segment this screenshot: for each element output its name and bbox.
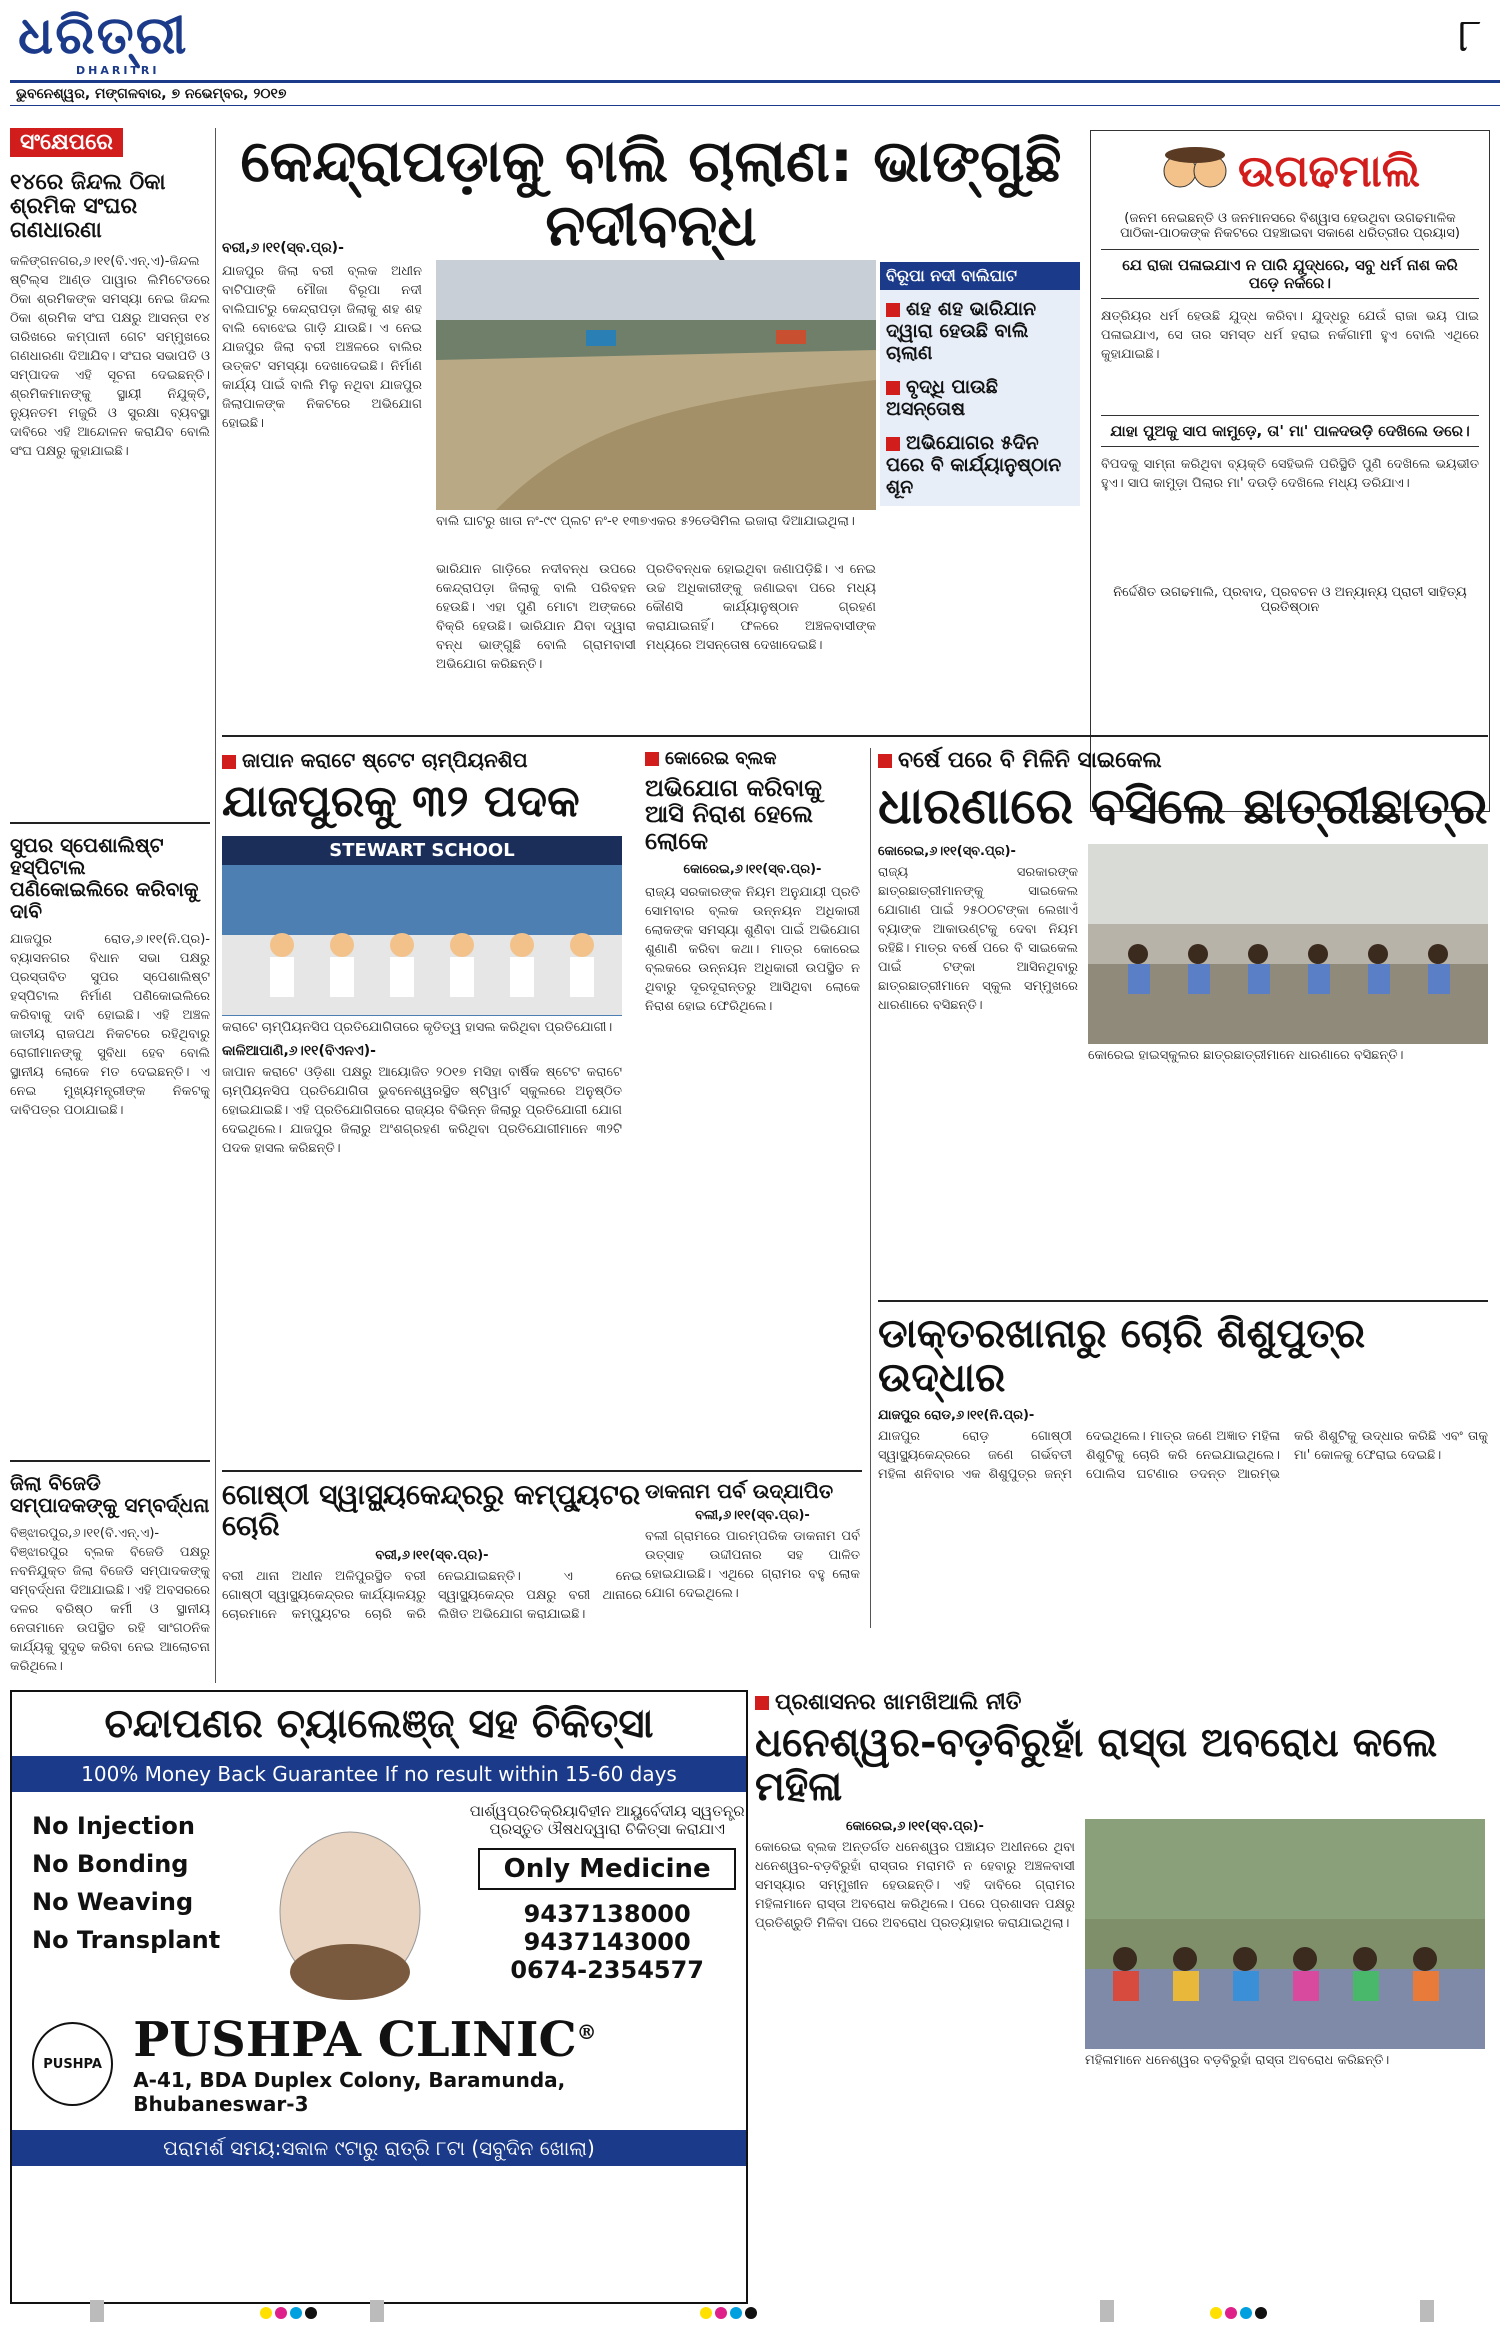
korei-body: ରାଜ୍ୟ ସରକାରଙ୍କ ନିୟମ ଅନୁଯାୟୀ ପ୍ରତି ସୋମବାର ବ୍ଲକ ଉନ୍ନୟନ ଅଧିକାରୀ ଲୋକଙ୍କ ସମସ୍ୟା ଶୁଣିବା ପାଇଁ ଅଭିଯୋଗ ଶୁଣାଣି କରିବା କଥା। ମାତ୍ର କୋରେଇ ବ୍ଲକରେ ଉନ୍ନୟନ ଅଧିକାରୀ ଉପସ୍ଥିତ ନ ଥିବାରୁ ଦୂରଦୂରାନ୍ତରୁ ଆସିଥିବା ଲୋକେ ନିରାଶ ହୋଇ ଫେରିଥିଲେ। — [645, 885, 860, 1015]
column-box-intro: (ଜନମ ନେଇଛନ୍ତି ଓ ଜନମାନସରେ ବିଶ୍ୱାସ ହେଉଥିବା ଉଗଢମାଳିକ ପାଠିକା-ପାଠକଙ୍କ ନିକଟରେ ପହଞ୍ଚାଇବା ସକାଶେ ଧରିତ୍ରୀର ପ୍ରୟାସ) — [1120, 211, 1460, 241]
lead-sidebar-point: ଶହ ଶହ ଭାରିଯାନ ଦ୍ୱାରା ହେଉଛି ବାଲି ଚାଲାଣ — [886, 298, 1037, 364]
road-photo-caption: ମହିଳାମାନେ ଧନେଶ୍ୱର ବଡ଼ବିରୁହାଁ ରାସ୍ତା ଅବରୋଧ କରିଛନ୍ତି। — [1085, 2053, 1390, 2068]
karate-photo-caption: କରାଟେ ଚାମ୍ପିୟନସିପ ପ୍ରତିଯୋଗିତାରେ କୃତିତ୍ୱ ହାସଲ କରିଥିବା ପ୍ରତିଯୋଗୀ। — [222, 1020, 613, 1036]
korei-kicker: କୋରେଇ ବ୍ଲକ — [665, 748, 777, 769]
road-body: କୋରେଇ ବ୍ଲକ ଅନ୍ତର୍ଗତ ଧନେଶ୍ୱର ପଞ୍ଚାୟତ ଅଧୀନରେ ଥିବା ଧନେଶ୍ୱର-ବଡ଼ବିରୁହାଁ ରାସ୍ତାର ମରାମତି ନ ହେବାରୁ ଅଞ୍ଚଳବାସୀ ସମସ୍ୟାର ସମ୍ମୁଖୀନ ହେଉଛନ୍ତି। ଏହି ଦାବିରେ ଗ୍ରାମର ମହିଳାମାନେ ରାସ୍ତା ଅବରୋଧ କରିଥିଲେ। ପରେ ପ୍ରଶାସନ ପକ୍ଷରୁ ପ୍ରତିଶ୍ରୁତି ମିଳିବା ପରେ ଅବରୋଧ ପ୍ରତ୍ୟାହାର କରାଯାଇଥିଲା। — [755, 1840, 1075, 1931]
ad-list-item: No Injection — [32, 1812, 195, 1840]
lead-headline: କେନ୍ଦ୍ରାପଡ଼ାକୁ ବାଲି ଚାଲାଣ: ଭାଙ୍ଗୁଛି ନଦୀବନ୍ଧ — [240, 127, 1062, 259]
divider — [10, 1460, 210, 1462]
road-kicker: ପ୍ରଶାସନର ଖାମଖିଆଲି ନୀତି — [775, 1690, 1022, 1715]
lead-photo-caption: ବାଲି ଘାଟରୁ ଖାତା ନଂ-୯୯ ପ୍ଲଟ ନଂ-୧ ୧୩୭ଏକର ୫୨ଡେସିମିଲ ଇଜାରା ଦିଆଯାଇଥିଲା। — [436, 514, 855, 529]
karate-photo — [222, 836, 622, 1016]
cmyk-marks — [1210, 2304, 1270, 2323]
dakanam-headline: ଡାକନାମ ପର୍ବ ଉଦ୍‌ଯାପିତ — [645, 1479, 834, 1503]
road-story — [755, 1690, 1488, 2218]
page-number: ୮ — [1457, 8, 1482, 62]
column-rule — [870, 748, 871, 1628]
column-box — [1090, 130, 1490, 812]
karate-body: ଜାପାନ କରାଟେ ଓଡ଼ିଶା ପକ୍ଷରୁ ଆୟୋଜିତ ୨୦୧୭ ମସିହା ବାର୍ଷିକ ଷ୍ଟେଟ କରାଟେ ଚାମ୍ପିୟନସିପ ପ୍ରତିଯୋଗିତା ଭୁବନେଶ୍ୱରସ୍ଥିତ ଷ୍ଟିୱାର୍ଟ ସ୍କୁଲରେ ଅନୁଷ୍ଠିତ ହୋଇଯାଇଛି। ଏହି ପ୍ରତିଯୋଗିତାରେ ରାଜ୍ୟର ବିଭିନ୍ନ ଜିଲାରୁ ପ୍ରତିଯୋଗୀ ଯୋଗ ଦେଇଥିଲେ। ଯାଜପୁର ଜିଲାରୁ ଅଂଶଗ୍ରହଣ କରିଥିବା ପ୍ରତିଯୋଗୀମାନେ ୩୨ଟି ପଦକ ହାସଲ କରିଛନ୍ତି। — [222, 1065, 622, 1157]
logo-text: ଧରିତ୍ରୀ — [18, 5, 189, 66]
column-box-credit: ନିର୍ଦ୍ଦେଶିତ ଉଗଢମାଲି, ପ୍ରବାଦ, ପ୍ରବଚନ ଓ ଅନ୍ୟାନ୍ୟ ପ୍ରାଚୀ ସାହିତ୍ୟ ପ୍ରତିଷ୍ଠାନ — [1113, 585, 1467, 615]
cycle-photo — [1088, 844, 1488, 1044]
pushpa-clinic-ad — [10, 1690, 748, 2304]
brief-item2-headline: ସୁପର ସ୍ପେଶାଲିଷ୍ଟ ହସ୍ପିଟାଲ ପଣିକୋଇଲିରେ କରିବାକୁ ଦାବି — [10, 832, 199, 923]
clinic-address: A-41, BDA Duplex Colony, Baramunda, Bhubaneswar-3 — [133, 2068, 566, 2116]
cycle-body: ରାଜ୍ୟ ସରକାରଙ୍କ ଛାତ୍ରଛାତ୍ରୀମାନଙ୍କୁ ସାଇକେଲ ଯୋଗାଣ ପାଇଁ ୨୫୦୦ଟଙ୍କା ଲେଖାଏଁ ବ୍ୟାଙ୍କ ଆକାଉଣ୍ଟକୁ ଦେବା ନିୟମ ରହିଛି। ମାତ୍ର ବର୍ଷେ ପରେ ବି ସାଇକେଲ ପାଇଁ ଟଙ୍କା ଆସିନଥିବାରୁ ଛାତ୍ରଛାତ୍ରୀମାନେ ସ୍କୁଲ ସମ୍ମୁଖରେ ଧାରଣାରେ ବସିଛନ୍ତି। — [878, 865, 1078, 1013]
bullet-square-icon — [222, 755, 236, 769]
dakanam-story — [645, 1480, 860, 1637]
hospital-body: ଯାଜପୁର ରୋଡ଼ ଗୋଷ୍ଠୀ ସ୍ୱାସ୍ଥ୍ୟକେନ୍ଦ୍ରରେ ଜଣେ ଗର୍ଭବତୀ ମହିଳା ଶନିବାର ଏକ ଶିଶୁପୁତ୍ର ଜନ୍ମ ଦେଇଥିଲେ। ମାତ୍ର ଜଣେ ଅଜ୍ଞାତ ମହିଳା ଶିଶୁଟିକୁ ଚୋରି କରି ନେଇଯାଇଥିଲେ। ପୋଲିସ ଘଟଣାର ତଦନ୍ତ ଆରମ୍ଭ କରି ଶିଶୁଟିକୁ ଉଦ୍ଧାର କରିଛି ଏବଂ ତାକୁ ମା' କୋଳକୁ ଫେରାଇ ଦେଇଛି। — [878, 1429, 1488, 1482]
dateline-bar — [10, 80, 1500, 106]
section-divider — [222, 1470, 862, 1472]
karate-story — [222, 748, 622, 1403]
clinic-timing: ପରାମର୍ଶ ସମୟ:ସକାଳ ୯ଟାରୁ ରାତ୍ରି ୮ଟା (ସବୁଦିନ ଖୋଲା) — [12, 2130, 746, 2166]
brief-item3-body: ବିଞ୍ଝାରପୁର,୬।୧୧(ବି.ଏନ୍.ଏ)-ବିଞ୍ଝାରପୁର ବ୍ଲକ ବିଜେଡି ପକ୍ଷରୁ ନବନିଯୁକ୍ତ ଜିଲା ବିଜେଡି ସମ୍ପାଦକଙ୍କୁ ସମ୍ବର୍ଦ୍ଧନା ଦିଆଯାଇଛି। ଏହି ଅବସରରେ ଦଳର ବରିଷ୍ଠ କର୍ମୀ ଓ ସ୍ଥାନୀୟ ନେତାମାନେ ଉପସ୍ଥିତ ରହି ସାଂଗଠନିକ କାର୍ଯ୍ୟକୁ ସୁଦୃଢ କରିବା ନେଇ ଆଲୋଚନା କରିଥିଲେ। — [10, 1525, 210, 1674]
bullet-square-icon — [886, 303, 900, 317]
lead-right-col — [646, 560, 876, 720]
brief-item1-headline: ୧୪ରେ ଜିନ୍ଦଲ ଠିକା ଶ୍ରମିକ ସଂଘର ଗଣଧାରଣା — [10, 170, 166, 244]
brief-column — [10, 128, 210, 1784]
lead-body-left: ଯାଜପୁର ଜିଲା ବରୀ ବ୍ଲକ ଅଧୀନ ବାଟିପାଙ୍କି ମୌଜା ବିରୂପା ନଦୀ ବାଲିଘାଟରୁ କେନ୍ଦ୍ରାପଡ଼ା ଜିଲାକୁ ଶହ ଶହ ବାଲି ବୋଝେଇ ଗାଡ଼ି ଯାଉଛି। ଏ ନେଇ ଯାଜପୁର ଜିଲା ବରୀ ଅଞ୍ଚଳରେ ବାଲିର ଉତ୍କଟ ସମସ୍ୟା ଦେଖାଦେଇଛି। ନିର୍ମାଣ କାର୍ଯ୍ୟ ପାଇଁ ବାଲି ମିଳୁ ନଥିବା ଯାଜପୁର ଜିଲାପାଳଙ୍କ ନିକଟରେ ଅଭିଯୋଗ ହୋଇଛି। — [222, 264, 422, 431]
registration-bar — [1420, 2300, 1434, 2322]
brief-item2-body: ଯାଜପୁର ରୋଡ,୬।୧୧(ନି.ପ୍ର)-ବ୍ୟାସନଗର ବିଧାନ ସଭା ପକ୍ଷରୁ ପ୍ରସ୍ତାବିତ ସୁପର ସ୍ପେଶାଲିଷ୍ଟ ହସ୍ପିଟାଲ ନିର୍ମାଣ ପଣିକୋଇଲିରେ କରିବାକୁ ଦାବି ହୋଇଛି। ଏହି ଅଞ୍ଚଳ ଜାତୀୟ ରାଜପଥ ନିକଟରେ ରହିଥିବାରୁ ରୋଗୀମାନଙ୍କୁ ସୁବିଧା ହେବ ବୋଲି ସ୍ଥାନୀୟ ଲୋକେ ମତ ଦେଇଛନ୍ତି। ଏ ନେଇ ମୁଖ୍ୟମନ୍ତ୍ରୀଙ୍କ ନିକଟକୁ ଦାବିପତ୍ର ପଠାଯାଇଛି। — [10, 931, 210, 1118]
photo-banner-text: STEWART SCHOOL — [222, 836, 622, 865]
registration-bar — [90, 2300, 104, 2322]
karate-kicker: ଜାପାନ କରାଟେ ଷ୍ଟେଟ ଚାମ୍ପିୟନଶିପ — [242, 748, 528, 772]
column-rule — [215, 128, 216, 1683]
ad-list-item: No Transplant — [32, 1926, 221, 1954]
brief-item1-body: କଳିଙ୍ଗନଗର,୬।୧୧(ବି.ଏନ୍.ଏ)-ଜିନ୍ଦଲ ଷ୍ଟିଲ୍ସ ଆଣ୍ଡ ପାୱାର ଲିମିଟେଡରେ ଠିକା ଶ୍ରମିକଙ୍କ ସମସ୍ୟା ନେଇ ଜିନ୍ଦଲ ଠିକା ଶ୍ରମିକ ସଂଘ ପକ୍ଷରୁ ଆସନ୍ତା ୧୪ ତାରିଖରେ କମ୍ପାନୀ ଗେଟ ସମ୍ମୁଖରେ ଗଣଧାରଣା ଦିଆଯିବ। ସଂଘର ସଭାପତି ଓ ସମ୍ପାଦକ ଏହି ସୂଚନା ଦେଇଛନ୍ତି। ଶ୍ରମିକମାନଙ୍କୁ ସ୍ଥାୟୀ ନିଯୁକ୍ତି, ନ୍ୟୁନତମ ମଜୁରି ଓ ସୁରକ୍ଷା ବ୍ୟବସ୍ଥା ଦାବିରେ ଏହି ଆନ୍ଦୋଳନ କରାଯିବ ବୋଲି ସଂଘ ପକ୍ଷରୁ କୁହାଯାଇଛି। — [10, 253, 210, 459]
masthead-logo — [18, 5, 238, 78]
lead-left-col — [222, 240, 422, 682]
divider — [10, 822, 210, 824]
lead-sidebar — [880, 262, 1080, 506]
section-divider — [222, 735, 1488, 737]
registered-mark: ® — [576, 2020, 597, 2044]
computer-story — [222, 1480, 642, 1677]
ad-guarantee: 100% Money Back Guarantee If no result within 15-60 days — [12, 1756, 746, 1792]
karate-team-photo-icon — [222, 865, 622, 1015]
lead-body-mid: ଭାରିଯାନ ଗାଡ଼ିରେ ନଦୀବନ୍ଧ ଉପରେ କେନ୍ଦ୍ରାପଡ଼ା ଜିଲାକୁ ବାଲି ପରିବହନ ହେଉଛି। ଏହା ପୁଣି ମୋଟା ଅଙ୍କରେ ବିକ୍ରି ହେଉଛି। ଭାରିଯାନ ଯିବା ଦ୍ୱାରା ବନ୍ଧ ଭାଙ୍ଗୁଛି ବୋଲି ଗ୍ରାମବାସୀ ଅଭିଯୋଗ କରିଛନ୍ତି। — [436, 562, 636, 672]
brief-item3-headline: ଜିଲା ବିଜେଡି ସମ୍ପାଦକଙ୍କୁ ସମ୍ବର୍ଦ୍ଧନା — [10, 1470, 210, 1517]
lead-mid-col — [436, 560, 636, 720]
ad-only-medicine: Only Medicine — [478, 1848, 736, 1890]
ad-list-item: No Bonding — [32, 1850, 189, 1878]
bullet-square-icon — [886, 381, 900, 395]
karate-headline: ଯାଜପୁରକୁ ୩୨ ପଦକ — [222, 776, 580, 827]
bald-head-icon — [250, 1802, 450, 2002]
road-headline: ଧନେଶ୍ୱର-ବଡ଼ବିରୁହାଁ ରାସ୍ତା ଅବରୋଧ କଲେ ମହିଳା — [755, 1720, 1438, 1810]
korei-headline: ଅଭିଯୋଗ କରିବାକୁ ଆସି ନିରାଶ ହେଲେ ଲୋକେ — [645, 774, 823, 855]
brief-tag: ସଂକ୍ଷେପରେ — [10, 128, 123, 157]
dateline: ଭୁବନେଶ୍ୱର, ମଙ୍ଗଳବାର, ୭ ନଭେମ୍ବର, ୨୦୧୭ — [16, 86, 287, 102]
column-box-quote1: ଯେ ରାଜା ପଳାଇଯାଏ ନ ପାରି ଯୁଦ୍ଧରେ, ସବୁ ଧର୍ମ ନାଶ କରି ପଡ଼େ ନର୍କରେ। — [1101, 249, 1479, 299]
ad-phone: 9437138000 — [523, 1900, 691, 1928]
column-box-para2: ବିପଦକୁ ସାମ୍ନା କରିଥିବା ବ୍ୟକ୍ତି ସେହିଭଳି ପରିସ୍ଥିତି ପୁଣି ଦେଖିଲେ ଭୟଭୀତ ହୁଏ। ସାପ କାମୁଡ଼ା ପିଲାର ମା' ଦଉଡ଼ି ଦେଖିଲେ ମଧ୍ୟ ଡରିଯାଏ। — [1101, 457, 1479, 491]
karate-dateline: କାଳିଆପାଣି,୬।୧୧(ବିଏନଏ)- — [222, 1043, 376, 1060]
logo-subtitle: DHARITRI — [76, 64, 160, 77]
clinic-name: PUSHPA CLINIC® — [133, 2012, 597, 2068]
cmyk-marks — [700, 2304, 760, 2323]
women-blockade-photo-icon — [1085, 1819, 1485, 2049]
two-faces-icon — [1160, 141, 1230, 201]
clinic-seal-icon — [32, 2022, 113, 2106]
column-box-title: ଉଗଢମାଲି — [1237, 145, 1421, 197]
cycle-story — [878, 748, 1488, 1063]
bullet-square-icon — [645, 752, 659, 766]
section-divider — [878, 1300, 1488, 1302]
registration-bar — [370, 2300, 384, 2322]
lead-photo — [436, 260, 876, 510]
hospital-headline: ଡାକ୍ତରଖାନାରୁ ଚୋରି ଶିଶୁପୁତ୍ର ଉଦ୍ଧାର — [878, 1311, 1366, 1401]
students-protest-photo-icon — [1088, 844, 1488, 1044]
lead-sidebar-point: ବୃଦ୍ଧି ପାଉଛି ଅସନ୍ତୋଷ — [886, 376, 998, 420]
cycle-photo-caption: କୋରେଇ ହାଇସ୍କୁଲର ଛାତ୍ରଛାତ୍ରୀମାନେ ଧାରଣାରେ ବସିଛନ୍ତି। — [1088, 1048, 1404, 1063]
computer-body: ବରୀ ଥାନା ଅଧୀନ ଅଳିପୁରସ୍ଥିତ ବରୀ ଗୋଷ୍ଠୀ ସ୍ୱାସ୍ଥ୍ୟକେନ୍ଦ୍ରର କାର୍ଯ୍ୟାଳୟରୁ ଚୋରମାନେ କମ୍ପ୍ୟୁଟର ଚୋରି କରି ନେଇଯାଇଛନ୍ତି। ଏ ନେଇ ସ୍ୱାସ୍ଥ୍ୟକେନ୍ଦ୍ର ପକ୍ଷରୁ ବରୀ ଥାନାରେ ଲିଖିତ ଅଭିଯୋଗ କରାଯାଇଛି। — [222, 1568, 642, 1622]
cmyk-marks — [260, 2304, 320, 2323]
computer-dateline: ବରୀ,୬।୧୧(ସ୍ବ.ପ୍ର)- — [375, 1547, 489, 1563]
lead-body-right: ପ୍ରତିବନ୍ଧକ ହୋଇଥିବା ଜଣାପଡ଼ିଛି। ଏ ନେଇ ଉଚ୍ଚ ଅଧିକାରୀଙ୍କୁ ଜଣାଇବା ପରେ ମଧ୍ୟ କୌଣସି କାର୍ଯ୍ୟାନୁଷ୍ଠାନ ଗ୍ରହଣ କରାଯାଇନାହିଁ। ଫଳରେ ଅଞ୍ଚଳବାସୀଙ୍କ ମଧ୍ୟରେ ଅସନ୍ତୋଷ ଦେଖାଦେଇଛି। — [646, 562, 876, 653]
dakanam-dateline: ବଲୀ,୬।୧୧(ସ୍ବ.ପ୍ର)- — [695, 1508, 810, 1523]
cycle-headline: ଧାରଣାରେ ବସିଲେ ଛାତ୍ରୀଛାତ୍ର — [878, 777, 1488, 835]
registration-bar — [1100, 2300, 1114, 2322]
bullet-square-icon — [878, 754, 892, 768]
korei-dateline: କୋରେଇ,୬।୧୧(ସ୍ବ.ପ୍ର)- — [683, 862, 822, 878]
clinic-seal-text: PUSHPA — [43, 2056, 102, 2072]
ad-tagline: ପାର୍ଶ୍ୱପ୍ରତିକ୍ରିୟାବିହୀନ ଆୟୁର୍ବେଦୀୟ ସ୍ୱତନ୍ତ୍ର ପ୍ରସ୍ତୁତ ଔଷଧଦ୍ୱାରା ଚିକିତ୍ସା କରାଯାଏ — [469, 1802, 745, 1838]
lead-dateline: ବରୀ,୬।୧୧(ସ୍ବ.ପ୍ର)- — [222, 240, 344, 256]
lead-sidebar-point: ଅଭିଯୋଗର ୫ଦିନ ପରେ ବି କାର୍ଯ୍ୟାନୁଷ୍ଠାନ ଶୂନ — [886, 432, 1062, 498]
bullet-square-icon — [886, 437, 900, 451]
computer-headline: ଗୋଷ୍ଠୀ ସ୍ୱାସ୍ଥ୍ୟକେନ୍ଦ୍ରରୁ କମ୍ପ୍ୟୁଟର ଚୋରି — [222, 1478, 641, 1542]
road-dateline: କୋରେଇ,୬।୧୧(ସ୍ବ.ପ୍ର)- — [846, 1819, 984, 1834]
ad-phone: 9437143000 — [523, 1928, 691, 1956]
ad-phone: 0674-2354577 — [510, 1956, 704, 1984]
column-box-para1: କ୍ଷତ୍ରିୟର ଧର୍ମ ହେଉଛି ଯୁଦ୍ଧ କରିବା। ଯୁଦ୍ଧରୁ ଯେଉଁ ରାଜା ଭୟ ପାଇ ପଳାଇଯାଏ, ସେ ତାର ସମସ୍ତ ଧର୍ମ ହରାଇ ନର୍କଗାମୀ ହୁଏ ବୋଲି ଏଥିରେ କୁହାଯାଇଛି। — [1101, 309, 1479, 362]
hospital-story — [878, 1312, 1488, 1657]
hospital-dateline: ଯାଜପୁର ରୋଡ,୬।୧୧(ନି.ପ୍ର)- — [878, 1408, 1035, 1423]
road-photo — [1085, 1819, 1485, 2049]
sand-dune-photo-icon — [436, 260, 876, 510]
ad-list-item: No Weaving — [32, 1888, 194, 1916]
ad-headline: ଚନ୍ଦାପଣର ଚ୍ୟାଲେଞ୍ଜ୍ ସହ ଚିକିତ୍ସା — [104, 1701, 654, 1747]
lead-sidebar-tag: ବିରୂପା ନଦୀ ବାଲିଘାଟ — [880, 262, 1080, 290]
cycle-kicker: ବର୍ଷେ ପରେ ବି ମିଳିନି ସାଇକେଲ — [898, 748, 1162, 773]
dakanam-body: ବଲୀ ଗ୍ରାମରେ ପାରମ୍ପରିକ ଡାକନାମ ପର୍ବ ଉତ୍ସାହ ଉଦ୍ଦୀପନାର ସହ ପାଳିତ ହୋଇଯାଇଛି। ଏଥିରେ ଗ୍ରାମର ବହୁ ଲୋକ ଯୋଗ ଦେଇଥିଲେ। — [645, 1529, 860, 1601]
bullet-square-icon — [755, 1696, 769, 1710]
korei-story — [645, 748, 860, 1323]
cycle-dateline: କୋରେଇ,୬।୧୧(ସ୍ବ.ପ୍ର)- — [878, 844, 1016, 859]
column-box-quote2: ଯାହା ପୁଅକୁ ସାପ କାମୁଡ଼େ, ତା' ମା' ପାଳଦଉଡ଼ି ଦେଖିଲେ ଡରେ। — [1101, 415, 1479, 447]
